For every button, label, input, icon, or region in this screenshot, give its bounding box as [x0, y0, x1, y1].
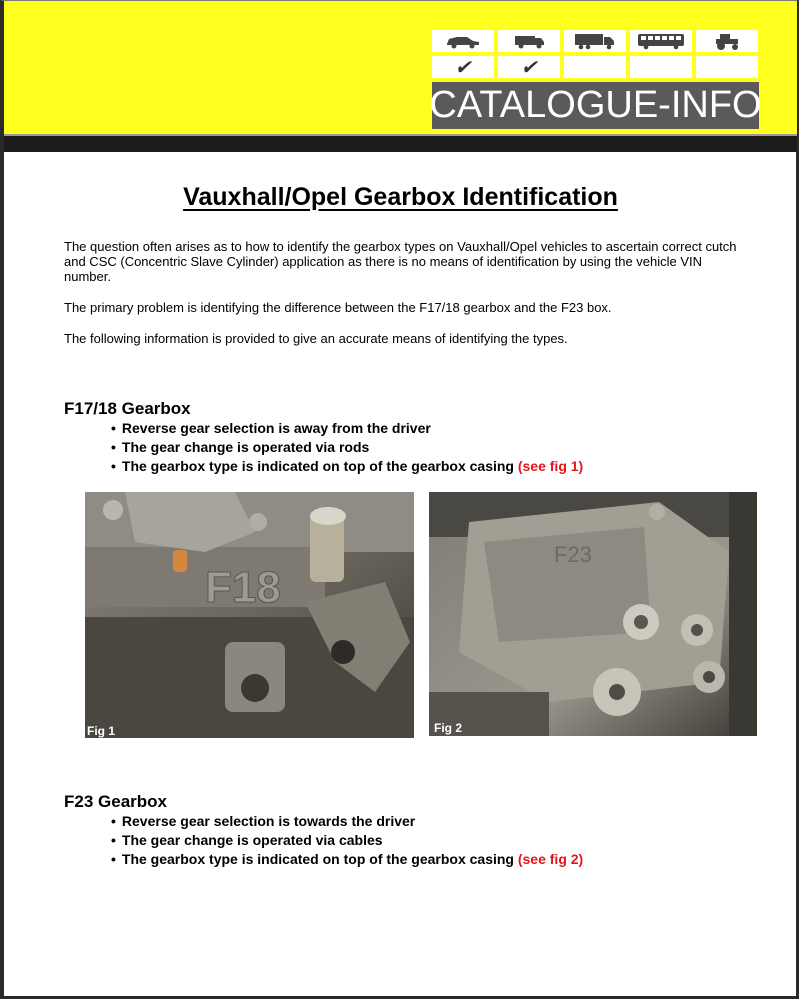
- bus-check-cell: [630, 56, 692, 78]
- van-icon: [498, 30, 560, 52]
- list-item: • The gearbox type is indicated on top of the gearbox casing (see fig 1): [111, 457, 583, 476]
- tractor-icon: [696, 30, 758, 52]
- fig-1-label: Fig 1: [87, 724, 116, 738]
- vehicle-type-grid: [432, 30, 760, 80]
- list-item: • The gear change is operated via rods: [111, 438, 583, 457]
- f17-18-bullet-list: [111, 419, 583, 476]
- truck-check-cell: [564, 56, 626, 78]
- car-check-mark: ✔: [432, 56, 494, 78]
- info-paragraph: The following information is provided to give an accurate means of identifying the types.: [64, 331, 568, 346]
- list-item: • Reverse gear selection is away from the driver: [111, 419, 583, 438]
- header-divider-line: [4, 134, 797, 136]
- section-title-f23: F23 Gearbox: [64, 792, 167, 811]
- fig-1-reference: (see fig 1): [517, 458, 584, 474]
- brand-logo: CATALOGUE-INFO: [432, 82, 759, 129]
- bus-icon: [630, 30, 692, 52]
- list-item: • The gear change is operated via cables: [111, 831, 583, 850]
- fig-2-cast-text: F23: [554, 542, 592, 567]
- truck-icon: [564, 30, 626, 52]
- van-check-mark: ✔: [498, 56, 560, 78]
- fig-2-photo: [429, 492, 757, 736]
- fig-2-reference: (see fig 2): [517, 851, 584, 867]
- car-icon: [432, 30, 494, 52]
- section-title-f17-18: F17/18 Gearbox: [64, 399, 191, 418]
- fig-1-photo: [85, 492, 414, 738]
- page-title: Vauxhall/Opel Gearbox Identification: [183, 183, 618, 211]
- header-divider-bar: [4, 134, 797, 152]
- tractor-check-cell: [696, 56, 758, 78]
- list-item: • The gearbox type is indicated on top of the gearbox casing (see fig 2): [111, 850, 583, 869]
- fig-1-cast-text: F18: [205, 563, 281, 612]
- list-item: • Reverse gear selection is towards the driver: [111, 812, 583, 831]
- problem-paragraph: The primary problem is identifying the difference between the F17/18 gearbox and the F23 box.: [64, 300, 612, 315]
- f23-bullet-list: [111, 812, 583, 869]
- intro-paragraph: The question often arises as to how to identify the gearbox types on Vauxhall/Opel vehicles to ascertain correct cutch and CSC (Concentric Slave Cylinder) application as there is no means of identification by using the vehicle VIN number.: [64, 239, 737, 284]
- fig-2-label: Fig 2: [434, 721, 463, 735]
